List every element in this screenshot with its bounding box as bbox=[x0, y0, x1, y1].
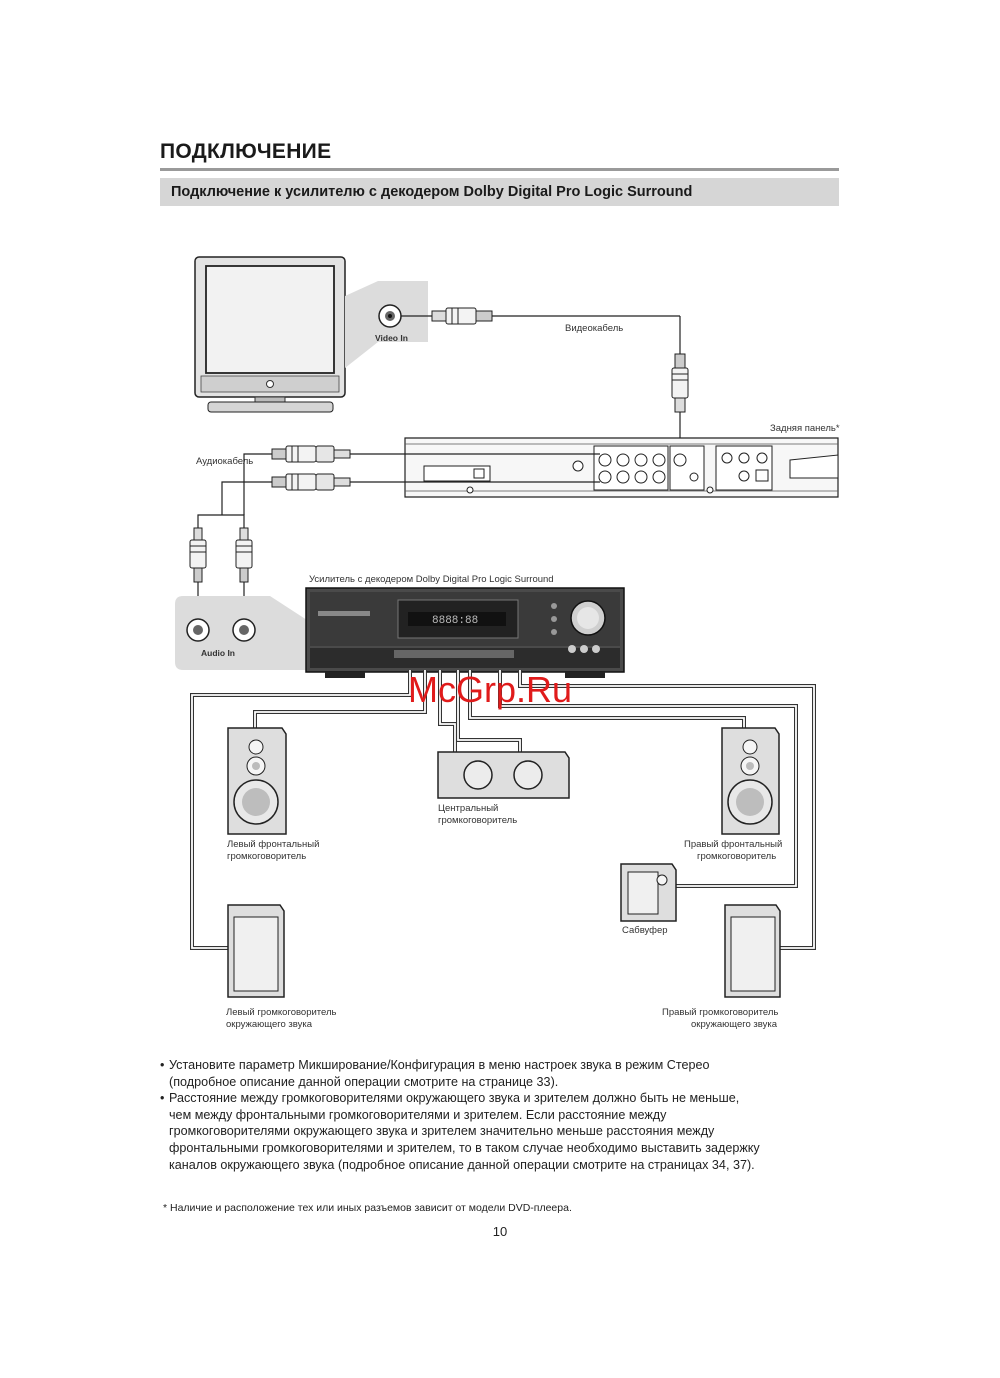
note-2-line-1: Расстояние между громкоговорителями окружающего звука и зрителем должно быть не меньше, bbox=[169, 1091, 740, 1106]
dvd-rear-panel bbox=[405, 438, 838, 497]
note-2-line-2: чем между фронтальными громкоговорителями и зрителем. Если расстояние между bbox=[169, 1107, 667, 1122]
watermark-text: McGrp.Ru bbox=[408, 669, 573, 710]
front-right-label-2: громкоговоритель bbox=[697, 851, 777, 862]
center-speaker bbox=[438, 752, 569, 798]
surround-left-label-1: Левый громкоговоритель bbox=[226, 1007, 337, 1018]
front-left-label-1: Левый фронтальный bbox=[227, 839, 320, 850]
video-cable bbox=[401, 308, 688, 460]
note-2-line-5: каналов окружающего звука (подробное описание данной операции смотрите на страницах 34, 37). bbox=[169, 1157, 755, 1172]
video-in-callout bbox=[345, 281, 428, 368]
svg-text:8888:88: 8888:88 bbox=[432, 615, 479, 627]
note-item: • Расстояние между громкоговорителями окружающего звука и зрителем должно быть не меньше, чем между фронтальными громкоговорителями и зрителем. Если расстояние между громкоговорителями окружающего звука и зрителем значительно меньше расстояния между фронтальными громкоговорителями и зрителем, то в таком случае необходимо выставить задержку каналов окружающего звука (подробное описание данной операции смотрите на страницах 34, 37). bbox=[160, 1090, 840, 1173]
front-left-speaker bbox=[228, 728, 286, 834]
video-cable-label: Видеокабель bbox=[565, 323, 624, 334]
notes-list bbox=[160, 1057, 840, 1173]
center-label-1: Центральный bbox=[438, 803, 499, 814]
note-item: • Установите параметр Микширование/Конфигурация в меню настроек звука в режим Стерео (подробное описание данной операции смотрите на странице 33). bbox=[160, 1057, 840, 1090]
center-label-2: громкоговоритель bbox=[438, 815, 518, 826]
note-1-line-2: (подробное описание данной операции смотрите на странице 33). bbox=[169, 1074, 559, 1089]
audio-cable-label: Аудиокабель bbox=[196, 456, 254, 467]
page-number: 10 bbox=[492, 1224, 508, 1239]
section-subtitle: Подключение к усилителю с декодером Dolby Digital Pro Logic Surround bbox=[171, 184, 693, 200]
footnote: * Наличие и расположение тех или иных разъемов зависит от модели DVD-плеера. bbox=[163, 1202, 572, 1214]
amplifier-illustration bbox=[306, 588, 624, 678]
surround-right-label-1: Правый громкоговоритель bbox=[662, 1007, 779, 1018]
note-2-line-3: громкоговорителями окружающего звука и зрителем значительно меньше расстояния между bbox=[169, 1124, 715, 1139]
surround-left-label-2: окружающего звука bbox=[226, 1019, 313, 1030]
rear-panel-label: Задняя панель* bbox=[770, 423, 840, 434]
video-in-label: Video In bbox=[375, 333, 408, 343]
surround-left-speaker bbox=[228, 905, 284, 997]
surround-right-speaker bbox=[725, 905, 780, 997]
page-title: ПОДКЛЮЧЕНИЕ bbox=[160, 140, 332, 163]
audio-in-callout bbox=[175, 596, 310, 670]
front-right-speaker bbox=[722, 728, 779, 834]
note-1-line-1: Установите параметр Микширование/Конфигурация в меню настроек звука в режим Стерео bbox=[169, 1058, 710, 1072]
front-right-label-1: Правый фронтальный bbox=[684, 839, 783, 850]
amplifier-label: Усилитель с декодером Dolby Digital Pro Logic Surround bbox=[309, 574, 554, 585]
subwoofer-label: Сабвуфер bbox=[622, 925, 668, 936]
note-2-line-4: фронтальными громкоговорителями и зрителем, то в таком случае необходимо выставить задержку bbox=[169, 1140, 760, 1155]
audio-in-label: Audio In bbox=[201, 648, 235, 658]
surround-right-label-2: окружающего звука bbox=[691, 1019, 778, 1030]
tv-illustration bbox=[195, 257, 345, 412]
subwoofer bbox=[621, 864, 676, 921]
front-left-label-2: громкоговоритель bbox=[227, 851, 307, 862]
